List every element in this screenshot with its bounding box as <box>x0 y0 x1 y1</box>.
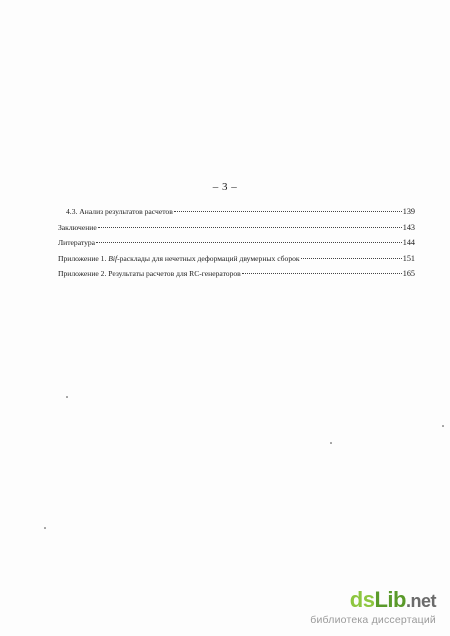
toc-dot-leader <box>98 226 402 228</box>
scan-speck <box>330 442 332 444</box>
toc-entry-title: Литература <box>58 238 96 247</box>
toc-dot-leader <box>301 257 402 259</box>
toc-entry-title-italic: Bif <box>108 253 118 263</box>
toc-entry-title-suffix: -расклады для нечетных деформаций двумерных сборок <box>117 253 300 263</box>
toc-dot-leader <box>174 210 402 212</box>
watermark-logo: dsLib.net <box>349 587 436 612</box>
toc-entry-page: 165 <box>402 269 415 278</box>
toc-dot-leader <box>242 272 402 274</box>
toc-dot-leader <box>96 241 402 243</box>
toc-entry-page: 144 <box>402 238 415 247</box>
toc-entry <box>58 269 415 285</box>
toc-entry-title <box>58 254 300 263</box>
page-number: – 3 – <box>212 181 238 193</box>
toc-entry <box>58 238 415 254</box>
toc-entry-title: 4.3. Анализ результатов расчетов <box>66 207 173 216</box>
watermark <box>286 588 436 626</box>
toc-entry-title: Заключение <box>58 222 97 232</box>
scan-speck <box>442 425 444 427</box>
scan-speck <box>44 527 46 529</box>
toc-entry <box>58 254 415 270</box>
watermark-subtitle: библиотека диссертаций <box>310 614 436 626</box>
toc-entry <box>58 207 415 223</box>
table-of-contents <box>58 207 415 285</box>
toc-entry-page: 139 <box>402 207 415 216</box>
toc-entry-title: Приложение 2. Результаты расчетов для RC-генераторов <box>58 269 241 278</box>
toc-entry <box>58 223 415 239</box>
toc-entry-page: 151 <box>402 253 415 263</box>
toc-entry-page: 143 <box>402 222 415 232</box>
scan-speck <box>66 396 68 398</box>
toc-entry-title-prefix: Приложение 1. <box>58 253 109 263</box>
